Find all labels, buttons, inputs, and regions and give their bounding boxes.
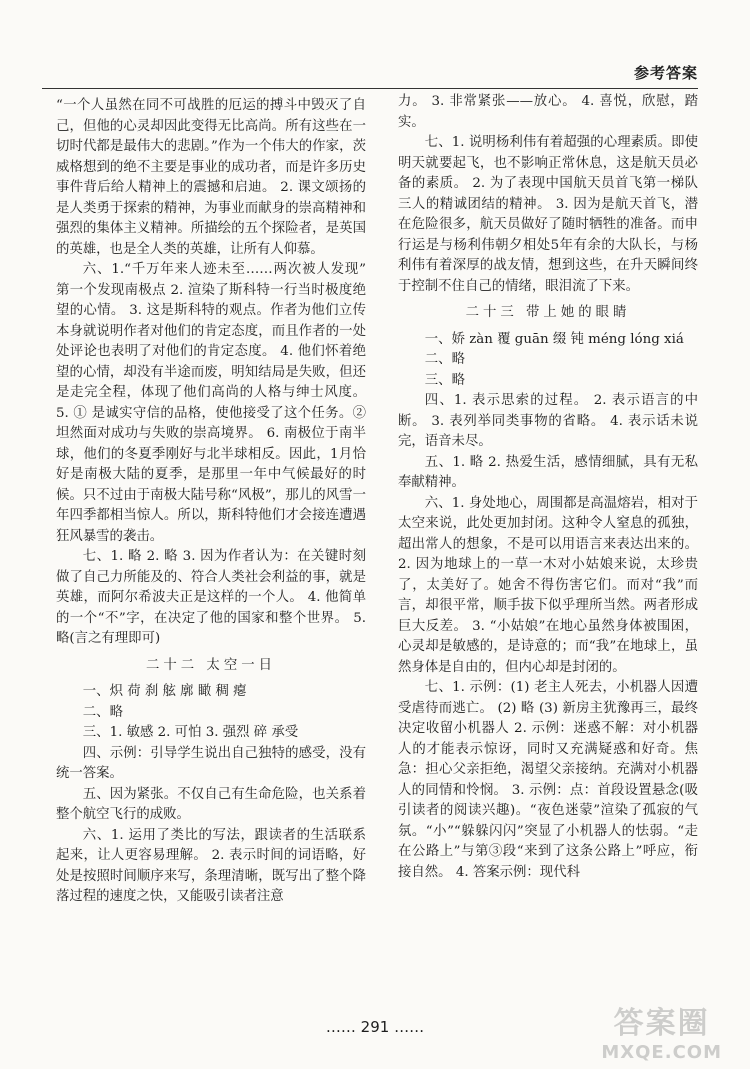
answer-paragraph: 一、炽 荷 刹 舷 廓 瞰 稠 瘪 <box>82 684 247 699</box>
answer-paragraph: 七、1. 说明杨利伟有着超强的心理素质。即使明天就要起飞，也不影响正常休息，这是航天员必备的素质。 2. 为了表现中国航天员首飞第一梯队三人的精诚团结的精神。 3. 因为是航天首飞，潜在危险很多，航天员做好了随时牺牲的准备。而申行运是与杨利伟朝夕相处5年有余的大队长，与杨利伟有着深厚的战友情，想到这些，在升天瞬间终于控制不住自己的情绪，眼泪流了下来。 <box>398 135 698 294</box>
answer-paragraph: 六、1. 身处地心，周围都是高温熔岩，相对于太空来说，此处更加封闭。这种令人窒息的孤独，超出常人的想象，不是可以用语言来表达出来的。 2. 因为地球上的一草一木对小姑娘来说，太珍贵了，太美好了。她舍不得伤害它们。而对“我”而言，却很平常，顺手拔下似乎理所当然。两者形成巨大反差。 3. “小姑娘”在地心虽然身体被围困，心灵却是敏感的，是诗意的；而“我”在地球上，虽然身体是自由的，但内心却是封闭的。 <box>398 495 698 675</box>
answer-paragraph: 六、1. 运用了类比的写法，跟读者的生活联系起来，让人更容易理解。 2. 表示时间的词语略，好处是按照时间顺序来写，条理清晰，既写出了整个降落过程的速度之快，又能吸引读者注意 <box>56 827 366 904</box>
right-column <box>398 92 698 883</box>
answer-paragraph: “一个人虽然在同不可战胜的厄运的搏斗中毁灭了自己，但他的心灵却因此变得无比高尚。所有这些在一切时代都是最伟大的悲剧。”作为一个伟大的作家，茨威格想到的绝不主要是事业的成功者，而是许多历史事件背后给人精神上的震撼和启迪。 2. 课文颂扬的是人类勇于探索的精神，为事业而献身的崇高精神和强烈的集体主义精神。所描绘的五个探险者，是英国的英雄，也是全人类的英雄，让所有人仰慕。 <box>56 98 366 257</box>
answer-paragraph: 二、略 <box>424 352 465 367</box>
section-heading: 二十三 带上她的眼睛 <box>465 305 631 320</box>
answer-paragraph: 七、1. 略 2. 略 3. 因为作者认为：在关键时刻做了自己力所能及的、符合人类社会利益的事，就是英雄，而阿尔希波夫正是这样的一个人。 4. 他简单的一个“不”字，在决定了他的国家和整个世界。 5. 略(言之有理即可) <box>56 549 366 646</box>
page-header <box>0 0 750 90</box>
watermark-line1: 答案圈 <box>613 1006 710 1041</box>
answer-paragraph: 七、1. 示例：(1) 老主人死去，小机器人因遭受虐待而逃亡。 (2) 略 (3) 新房主犹豫再三，最终决定收留小机器人 2. 示例：迷惑不解：对小机器人的才能表示惊讶，同时又充满疑惑和好奇。焦急：担心父亲拒绝，渴望父亲接纳。充满对小机器人的同情和怜悯。 3. 示例：点：首段设置悬念(吸引读者的阅读兴趣)。“夜色迷蒙”渲染了孤寂的气氛。“小”“躲躲闪闪”突显了小机器人的怯弱。“走在公路上”与第③段“来到了这条公路上”呼应，衔接自然。 4. 答案示例：现代科 <box>398 680 698 880</box>
watermark-logo <box>601 998 722 1063</box>
header-rule <box>42 88 698 89</box>
answer-paragraph: 二、略 <box>82 704 123 720</box>
answer-paragraph: 三、略 <box>424 372 465 388</box>
answer-paragraph: 五、1. 略 2. 热爱生活，感情细腻，具有无私奉献精神。 <box>398 454 698 490</box>
answer-paragraph: 一、娇 zàn 覆 guān 缀 钝 méng lóng xiá <box>424 331 684 347</box>
answer-paragraph: 力。 3. 非常紧张——放心。 4. 喜悦，欣慰，踏实。 <box>398 94 698 130</box>
section-heading: 二十二 太空一日 <box>146 657 276 673</box>
answer-paragraph: 五、因为紧张。不仅自己有生命危险，也关系着整个航空飞行的成败。 <box>56 786 366 822</box>
answer-paragraph: 四、1. 表示思索的过程。 2. 表示语言的中断。 3. 表列举同类事物的省略。 4. 表示话未说完，语音未尽。 <box>398 393 698 449</box>
header-title: 参考答案 <box>633 64 698 82</box>
page-number: …… 291 …… <box>325 1018 425 1036</box>
answer-paragraph: 六、1.“千万年来人迹未至……两次被人发现” 第一个发现南极点 2. 渲染了斯科特一行当时极度绝望的心情。 3. 这是斯科特的观点。作者为他们立传本身就说明作者对他们的肯定态度，而且作者的一处处评论也表明了对他们的肯定态度。 4. 他们怀着绝望的心情，却没有半途而废，明知结局是失败，但还是走完全程，体现了他们高尚的人格与绅士风度。 5. ① 是诚实守信的品格，使他接受了这个任务。② 坦然面对成功与失败的崇高境界。 6. 南极位于南半球，他们的冬夏季刚好与北半球相反。因此，1月恰好是南极大陆的夏季，是那里一年中气候最好的时候。只不过由于南极大陆号称“风极”，那儿的风雪一年四季都相当惊人。所以，斯科特他们才会接连遭遇狂风暴雪的袭击。 <box>56 262 366 544</box>
answer-paragraph: 三、1. 敏感 2. 可怕 3. 强烈 碎 承受 <box>82 725 299 740</box>
left-column <box>56 96 366 908</box>
watermark-line2: MXQE.COM <box>601 1042 722 1063</box>
answer-paragraph: 四、示例：引导学生说出自己独特的感受，没有统一答案。 <box>56 745 366 781</box>
